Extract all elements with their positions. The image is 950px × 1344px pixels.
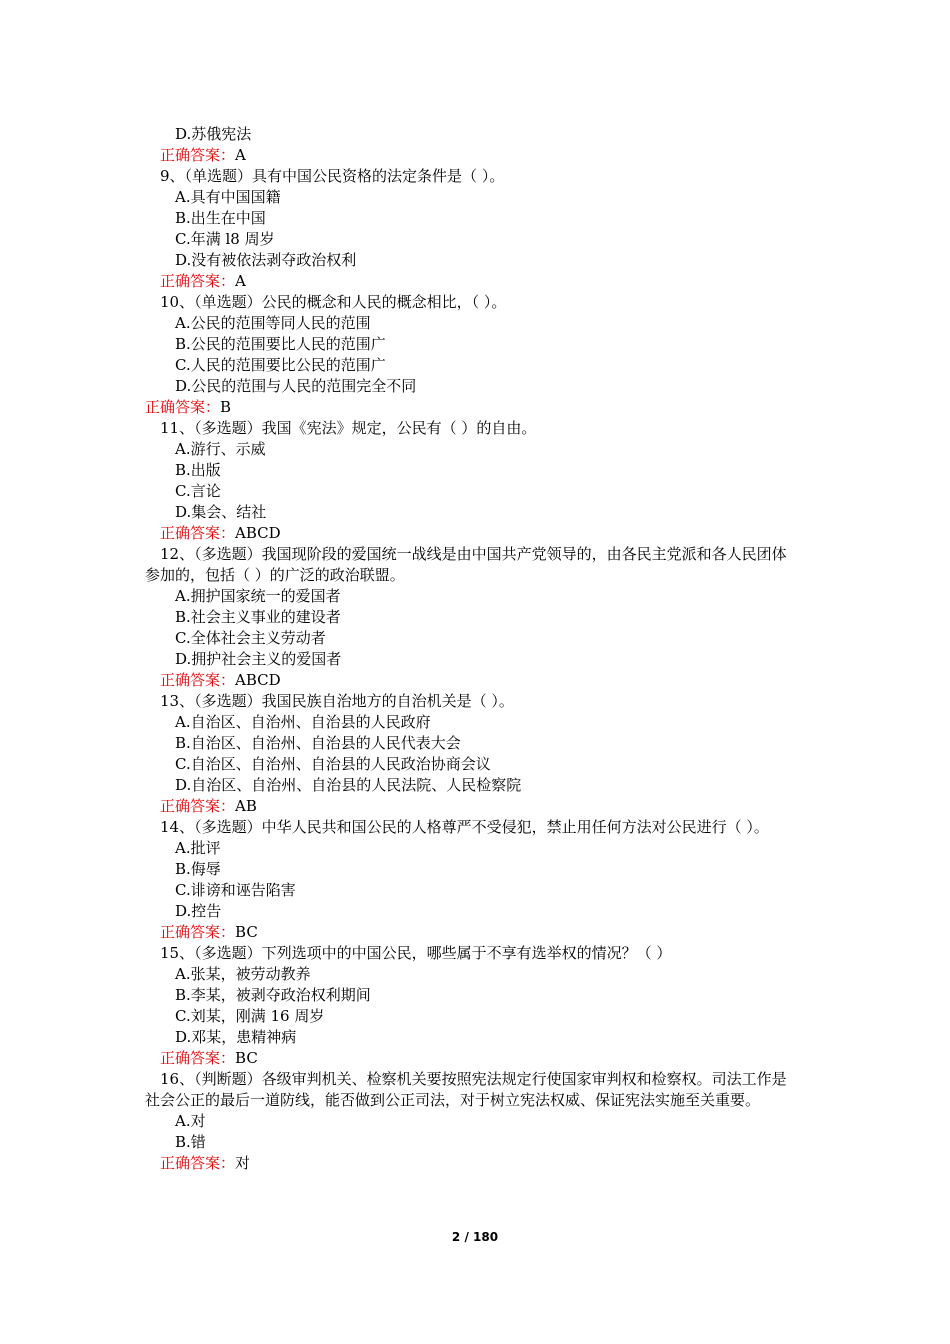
answer-option: B.社会主义事业的建设者 [175,608,341,626]
question-text: 15、（多选题）下列选项中的中国公民，哪些属于不享有选举权的情况？（ ） [160,944,672,962]
answer-option: C.自治区、自治州、自治县的人民政治协商会议 [175,755,491,773]
correct-answer [145,1048,800,1069]
correct-answer-label: 正确答案： [160,146,236,164]
answer-option: A.张某，被劳动教养 [175,965,311,983]
correct-answer-label: 正确答案： [160,524,236,542]
correct-answer-label: 正确答案： [160,671,236,689]
answer-option: D.控告 [175,902,222,920]
correct-answer-value: 对 [235,1154,251,1172]
question-text: 12、（多选题）我国现阶段的爱国统一战线是由中国共产党领导的，由各民主党派和各人民团体参加的，包括（ ）的广泛的政治联盟。 [145,545,787,584]
answer-option: D.拥护社会主义的爱国者 [175,650,342,668]
question-text: 9、（单选题）具有中国公民资格的法定条件是（ ）。 [160,167,505,185]
answer-option: B.公民的范围要比人民的范围广 [175,335,386,353]
correct-answer [145,145,800,166]
correct-answer-label: 正确答案： [160,797,236,815]
correct-answer-value: A [235,272,246,290]
answer-option: C.年满 l8 周岁 [175,230,275,248]
correct-answer-value: A [235,146,246,164]
answer-option: D.集会、结社 [175,503,267,521]
correct-answer-value: BC [235,923,258,941]
correct-answer [145,397,800,418]
question-text: 16、（判断题）各级审判机关、检察机关要按照宪法规定行使国家审判权和检察权。司法工作是社会公正的最后一道防线，能否做到公正司法，对于树立宪法权威、保证宪法实施至关重要。 [145,1070,787,1109]
correct-answer-label: 正确答案： [160,1049,236,1067]
answer-option: A.自治区、自治州、自治县的人民政府 [175,713,431,731]
answer-option: D.公民的范围与人民的范围完全不同 [175,377,417,395]
question-text: 13、（多选题）我国民族自治地方的自治机关是（ ）。 [160,692,514,710]
correct-answer-value: ABCD [235,671,281,689]
correct-answer-label: 正确答案： [145,398,221,416]
answer-option: A.游行、示威 [175,440,266,458]
answer-option: C.言论 [175,482,221,500]
answer-option: C.诽谤和诬告陷害 [175,881,296,899]
correct-answer [145,271,800,292]
correct-answer-value: B [220,398,232,416]
answer-option: B.李某，被剥夺政治权利期间 [175,986,371,1004]
correct-answer [145,523,800,544]
page-number: 2 / 180 [451,1230,499,1244]
answer-option: A.对 [175,1112,206,1130]
answer-option: A.批评 [175,839,221,857]
answer-option: B.错 [175,1133,206,1151]
correct-answer [145,922,800,943]
answer-option: C.人民的范围要比公民的范围广 [175,356,386,374]
answer-option: B.出版 [175,461,221,479]
answer-option: A.具有中国国籍 [175,188,281,206]
answer-option: B.自治区、自治州、自治县的人民代表大会 [175,734,461,752]
question-text: 10、（单选题）公民的概念和人民的概念相比，（ ）。 [160,293,507,311]
correct-answer-value: BC [235,1049,258,1067]
correct-answer-label: 正确答案： [160,1154,236,1172]
answer-option: C.刘某，刚满 16 周岁 [175,1007,325,1025]
answer-option: B.侮辱 [175,860,221,878]
correct-answer [145,1153,800,1174]
question-text: 14、（多选题）中华人民共和国公民的人格尊严不受侵犯，禁止用任何方法对公民进行（ ）。 [160,818,769,836]
question-list [145,124,800,1174]
answer-option: A.拥护国家统一的爱国者 [175,587,341,605]
correct-answer [145,796,800,817]
correct-answer-label: 正确答案： [160,923,236,941]
answer-option: B.出生在中国 [175,209,266,227]
answer-option: A.公民的范围等同人民的范围 [175,314,371,332]
answer-option: D.没有被依法剥夺政治权利 [175,251,357,269]
question-text: 11、（多选题）我国《宪法》规定，公民有（ ）的自由。 [160,419,537,437]
correct-answer-value: AB [235,797,257,815]
answer-option: D.邓某，患精神病 [175,1028,297,1046]
answer-option: C.全体社会主义劳动者 [175,629,326,647]
correct-answer-label: 正确答案： [160,272,236,290]
correct-answer [145,670,800,691]
answer-option: D.苏俄宪法 [175,125,252,143]
correct-answer-value: ABCD [235,524,281,542]
answer-option: D.自治区、自治州、自治县的人民法院、人民检察院 [175,776,522,794]
